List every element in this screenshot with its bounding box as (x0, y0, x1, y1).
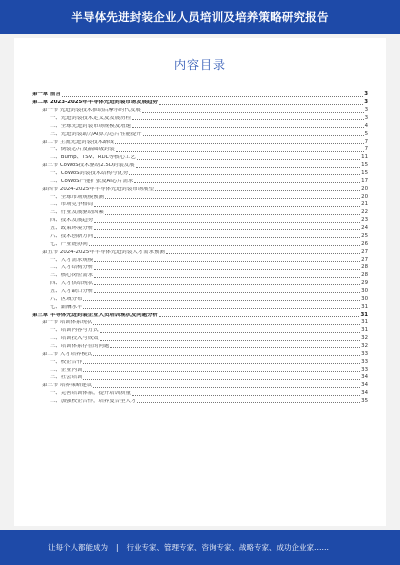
dot-leader (105, 213, 360, 215)
toc-entry[interactable] (32, 90, 368, 98)
toc-page-number: 35 (361, 397, 368, 404)
toc-list (32, 90, 368, 404)
toc-page-number: 31 (360, 311, 368, 318)
toc-entry[interactable] (32, 106, 368, 114)
toc-page-number: 26 (361, 240, 368, 247)
dot-leader (110, 346, 360, 348)
toc-entry[interactable] (32, 137, 368, 145)
toc-entry[interactable] (32, 326, 368, 334)
toc-page-number: 11 (361, 154, 368, 161)
dot-leader (83, 370, 360, 372)
toc-page-number: 31 (361, 319, 368, 326)
toc-page-number: 34 (361, 390, 368, 397)
dot-leader (94, 268, 360, 270)
dot-leader (94, 260, 360, 262)
dot-leader (115, 142, 364, 144)
dot-leader (94, 291, 360, 293)
toc-page-number: 32 (361, 342, 368, 349)
footer-slogan: 让每个人都能成为 (48, 543, 108, 552)
dot-leader (155, 189, 360, 191)
toc-entry-label: 第四节 2024-2025年半导体先进封装市场展望 (42, 186, 154, 192)
toc-entry-label: 二、人才结构分析 (50, 265, 94, 271)
toc-page-number: 28 (361, 272, 368, 279)
dot-leader (159, 103, 363, 105)
toc-entry[interactable] (32, 389, 368, 397)
toc-entry-label: 七、薪酬水平 (50, 304, 83, 310)
toc-entry[interactable] (32, 208, 368, 216)
toc-entry-label: 三、社会培训 (50, 375, 83, 381)
toc-entry[interactable] (32, 231, 368, 239)
dot-leader (94, 283, 360, 285)
toc-page-number: 27 (361, 248, 368, 255)
dot-leader (89, 244, 360, 246)
toc-page-number: 21 (361, 201, 368, 208)
toc-entry-label: 一、人才需求规模 (50, 257, 94, 263)
toc-entry[interactable] (32, 294, 368, 302)
toc-entry-label: 第一节 培训体系现状 (42, 320, 93, 326)
toc-page-number: 3 (364, 99, 368, 106)
toc-entry-label: 第三章 半导体先进封装企业人员培训现状及问题分析 (32, 312, 158, 318)
toc-entry[interactable] (32, 216, 368, 224)
toc-entry[interactable] (32, 176, 368, 184)
toc-entry-label: 一、培训内容与方式 (50, 328, 99, 334)
dot-leader (94, 205, 360, 207)
toc-page-number: 29 (361, 280, 368, 287)
toc-entry[interactable] (32, 247, 368, 255)
toc-entry-label: 第二章 2023-2025年半导体先进封装市场发展趋势 (32, 100, 158, 106)
toc-page-number: 15 (361, 162, 368, 169)
toc-entry-label: 三、核心岗位需求 (50, 273, 94, 279)
toc-entry[interactable] (32, 239, 368, 247)
toc-entry-label: 一、先进封装技术定义及发展历程 (50, 116, 131, 122)
toc-page-number: 33 (361, 350, 368, 357)
toc-page-number: 3 (364, 107, 368, 114)
toc-page-number: 33 (361, 366, 368, 373)
toc-entry-label: 四、技术发展趋势 (50, 218, 94, 224)
toc-entry[interactable] (32, 145, 368, 153)
dot-leader (83, 362, 360, 364)
toc-entry-label: 第三节 CoWoS技术驱动2.5D封装发展 (42, 163, 135, 169)
dot-leader (83, 307, 360, 309)
toc-entry[interactable] (32, 153, 368, 161)
toc-entry-label: 第三节 培养策略建议 (42, 383, 93, 389)
dot-leader (94, 228, 360, 230)
report-title: 半导体先进封装企业人员培训及培养策略研究报告 (71, 10, 329, 24)
toc-entry-label: 二、加强校企合作，培养复合型人才 (50, 398, 137, 404)
toc-entry-label: 二、企业内训 (50, 367, 83, 373)
toc-entry-label: 一、完善培训体系，提升培训质量 (50, 391, 131, 397)
toc-entry-label: 三、先进封装助力AI算力芯片性能提升 (50, 131, 142, 137)
toc-entry-label: 二、Bump、TSV、RDL等核心工艺 (50, 155, 136, 161)
toc-page-number: 23 (361, 217, 368, 224)
toc-entry-label: 二、市场竞争格局 (50, 202, 94, 208)
toc-entry[interactable] (32, 121, 368, 129)
toc-entry[interactable] (32, 349, 368, 357)
header-banner (0, 0, 400, 34)
footer-tagline: 行业专家、管理专家、咨询专家、战略专家、成功企业家…… (126, 543, 330, 552)
toc-entry-label: 二、全球先进封装市场规模及增速 (50, 123, 131, 129)
toc-entry[interactable] (32, 279, 368, 287)
toc-entry[interactable] (32, 192, 368, 200)
toc-page-number: 27 (361, 256, 368, 263)
toc-page-number: 30 (361, 295, 368, 302)
toc-entry-label: 三、行业发展驱动因素 (50, 210, 104, 216)
toc-page-number: 24 (361, 225, 368, 232)
footer-separator: | (116, 543, 119, 552)
dot-leader (94, 221, 360, 223)
toc-entry-label: 二、CoWoS产能扩张及AI芯片需求 (50, 178, 134, 184)
toc-entry[interactable] (32, 263, 368, 271)
dot-leader (83, 378, 360, 380)
toc-entry[interactable] (32, 318, 368, 326)
toc-entry-label: 一、全球市场规模预测 (50, 194, 104, 200)
dot-leader (93, 323, 360, 325)
toc-page-number: 34 (361, 374, 368, 381)
toc-entry-label: 第五节 2024-2025年半导体先进封装人才需求预测 (42, 249, 165, 255)
toc-page-number: 34 (361, 382, 368, 389)
toc-entry[interactable] (32, 114, 368, 122)
toc-entry-label: 四、人才供给现状 (50, 281, 94, 287)
toc-page-number: 7 (364, 146, 368, 153)
toc-entry-label: 一、校企合作 (50, 359, 83, 365)
dot-leader (136, 166, 361, 168)
dot-leader (94, 236, 360, 238)
toc-page-number: 31 (361, 327, 368, 334)
toc-entry[interactable] (32, 271, 368, 279)
toc-entry[interactable] (32, 255, 368, 263)
toc-entry-label: 六、技术创新方向 (50, 233, 94, 239)
dot-leader (94, 276, 360, 278)
dot-leader (137, 401, 360, 403)
toc-entry[interactable] (32, 184, 368, 192)
dot-leader (116, 150, 364, 152)
dot-leader (132, 394, 360, 396)
dot-leader (129, 173, 360, 175)
toc-page-number: 5 (364, 130, 368, 137)
toc-page-number: 32 (361, 335, 368, 342)
dot-leader (83, 299, 360, 301)
dot-leader (62, 95, 363, 97)
toc-page-number: 33 (361, 358, 368, 365)
toc-entry[interactable] (32, 161, 368, 169)
dot-leader (137, 158, 361, 160)
toc-entry-label: 五、政策环境分析 (50, 226, 94, 232)
dot-leader (93, 386, 360, 388)
dot-leader (166, 252, 360, 254)
toc-entry[interactable] (32, 310, 368, 318)
toc-entry-label: 五、人才缺口分析 (50, 288, 94, 294)
toc-page-number: 3 (364, 115, 368, 122)
toc-entry-label: 一、CoWoS封装技术结构与优势 (50, 171, 129, 177)
toc-entry[interactable] (32, 224, 368, 232)
toc-entry[interactable] (32, 334, 368, 342)
toc-page-number: 15 (361, 170, 368, 177)
toc-entry[interactable] (32, 169, 368, 177)
toc-entry[interactable] (32, 129, 368, 137)
toc-page-number: 30 (361, 287, 368, 294)
toc-entry-label: 第二节 主流先进封装技术路线 (42, 139, 114, 145)
toc-entry-label: 三、培训体系存在的问题 (50, 343, 110, 349)
dot-leader (100, 339, 361, 341)
toc-page-number: 7 (364, 138, 368, 145)
toc-entry[interactable] (32, 302, 368, 310)
toc-entry[interactable] (32, 357, 368, 365)
toc-entry[interactable] (32, 365, 368, 373)
dot-leader (143, 134, 364, 136)
toc-page-number: 31 (361, 303, 368, 310)
toc-entry[interactable] (32, 286, 368, 294)
toc-entry-label: 六、区域分布 (50, 296, 83, 302)
dot-leader (93, 354, 360, 356)
toc-entry-label: 一、倒装芯片及晶圆级封装 (50, 147, 115, 153)
toc-entry-label: 第二节 人才培养模式 (42, 351, 93, 357)
dot-leader (142, 111, 364, 113)
toc-entry[interactable] (32, 381, 368, 389)
toc-page-number: 17 (361, 177, 368, 184)
dot-leader (134, 181, 360, 183)
toc-page-number: 28 (361, 264, 368, 271)
dot-leader (105, 197, 360, 199)
toc-entry-label: 第一章 前言 (32, 92, 61, 98)
toc-page-number: 20 (361, 193, 368, 200)
toc-entry-label: 二、培训投入与成效 (50, 336, 99, 342)
dot-leader (132, 126, 364, 128)
toc-entry[interactable] (32, 373, 368, 381)
dot-leader (159, 315, 360, 317)
toc-entry-label: 第一节 先进封装技术推动后摩尔时代发展 (42, 108, 141, 114)
dot-leader (132, 118, 364, 120)
toc-page-number: 25 (361, 232, 368, 239)
toc-page (14, 38, 386, 526)
toc-entry[interactable] (32, 397, 368, 405)
toc-entry[interactable] (32, 342, 368, 350)
toc-page-number: 20 (361, 185, 368, 192)
toc-entry[interactable] (32, 200, 368, 208)
toc-entry[interactable] (32, 98, 368, 106)
footer-banner (0, 530, 400, 565)
toc-page-number: 22 (361, 209, 368, 216)
toc-entry-label: 七、产业链协同 (50, 241, 88, 247)
toc-page-number: 4 (364, 122, 368, 129)
toc-title: 内容目录 (173, 58, 226, 72)
toc-page-number: 3 (364, 91, 368, 98)
dot-leader (100, 331, 361, 333)
